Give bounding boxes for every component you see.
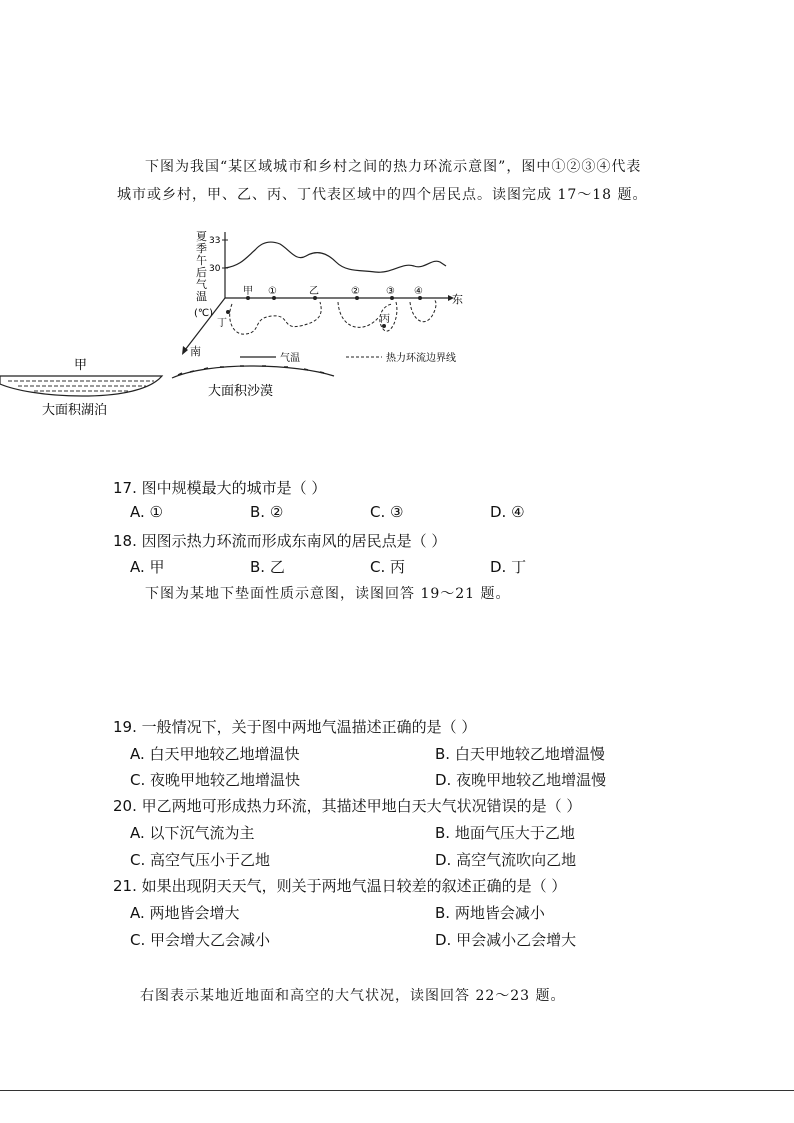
q20-option-a[interactable]: A. 以下沉气流为主 xyxy=(130,824,255,842)
intro-line-2: 城市或乡村，甲、乙、丙、丁代表区域中的四个居民点。读图完成 17～18 题。 xyxy=(117,187,648,203)
temperature-curve xyxy=(225,242,446,272)
q19-option-b[interactable]: B. 白天甲地较乙地增温慢 xyxy=(435,745,605,763)
lake-desert-diagram xyxy=(0,350,340,425)
y-axis-unit: (℃) xyxy=(194,308,214,319)
q21-option-c[interactable]: C. 甲会增大乙会减小 xyxy=(130,931,271,949)
legend-temp-label: 气温 xyxy=(280,353,300,364)
point-4: ④ xyxy=(414,286,423,297)
legend-boundary-label: 热力环流边界线 xyxy=(386,353,456,364)
question-17: 17. 图中规模最大的城市是（ ） xyxy=(113,479,327,497)
point-1: ① xyxy=(268,286,277,297)
q20-option-b[interactable]: B. 地面气压大于乙地 xyxy=(435,824,575,842)
q21-option-b[interactable]: B. 两地皆会减小 xyxy=(435,904,545,922)
question-18: 18. 因图示热力环流而形成东南风的居民点是（ ） xyxy=(113,532,447,550)
page-bottom-rule xyxy=(0,1090,794,1091)
lake-caption: 大面积湖泊 xyxy=(42,403,108,418)
desert-surface xyxy=(172,366,334,378)
point-3: ③ xyxy=(386,286,395,297)
point-2: ② xyxy=(351,286,360,297)
q18-option-d[interactable]: D. 丁 xyxy=(490,558,527,576)
q19-option-d[interactable]: D. 夜晚甲地较乙地增温慢 xyxy=(435,771,607,789)
axis-south-label: 南 xyxy=(190,345,201,358)
question-19: 19. 一般情况下，关于图中两地气温描述正确的是（ ） xyxy=(113,718,477,736)
intro-2: 下图为某地下垫面性质示意图，读图回答 19～21 题。 xyxy=(145,586,511,602)
point-yi: 乙 xyxy=(309,286,319,297)
q17-option-c[interactable]: C. ③ xyxy=(370,503,404,521)
q21-option-d[interactable]: D. 甲会减小乙会增大 xyxy=(435,931,577,949)
lake-point-label: 甲 xyxy=(74,358,88,373)
q17-option-d[interactable]: D. ④ xyxy=(490,503,525,521)
dot-ding xyxy=(226,310,230,314)
circulation-boundary-mid xyxy=(338,302,378,327)
intro-line-1: 下图为我国“某区域城市和乡村之间的热力环流示意图”，图中①②③④代表 xyxy=(145,159,642,175)
point-ding: 丁 xyxy=(217,318,227,329)
tick-label-30: 30 xyxy=(209,264,221,274)
desert-caption: 大面积沙漠 xyxy=(208,384,274,399)
q21-option-a[interactable]: A. 两地皆会增大 xyxy=(130,904,240,922)
tick-label-33: 33 xyxy=(209,236,221,246)
question-20: 20. 甲乙两地可形成热力环流，其描述甲地白天大气状况错误的是（ ） xyxy=(113,797,582,815)
q18-option-b[interactable]: B. 乙 xyxy=(250,558,285,576)
question-21: 21. 如果出现阴天天气，则关于两地气温日较差的叙述正确的是（ ） xyxy=(113,877,567,895)
q19-option-a[interactable]: A. 白天甲地较乙地增温快 xyxy=(130,745,300,763)
q18-option-c[interactable]: C. 丙 xyxy=(370,558,406,576)
q17-option-b[interactable]: B. ② xyxy=(250,503,284,521)
q20-option-d[interactable]: D. 高空气流吹向乙地 xyxy=(435,851,577,869)
axis-east-label: 东 xyxy=(452,293,463,306)
point-jia: 甲 xyxy=(243,286,253,297)
q20-option-c[interactable]: C. 高空气压小于乙地 xyxy=(130,851,271,869)
q17-option-a[interactable]: A. ① xyxy=(130,503,163,521)
intro-3: 右图表示某地近地面和高空的大气状况，读图回答 22～23 题。 xyxy=(140,988,566,1004)
circulation-boundary-west xyxy=(230,302,322,334)
point-bing: 丙 xyxy=(380,314,390,325)
desert-dots xyxy=(178,366,324,375)
y-axis-label: 夏季午后气温 xyxy=(196,230,207,303)
q18-option-a[interactable]: A. 甲 xyxy=(130,558,165,576)
q19-option-c[interactable]: C. 夜晚甲地较乙地增温快 xyxy=(130,771,301,789)
